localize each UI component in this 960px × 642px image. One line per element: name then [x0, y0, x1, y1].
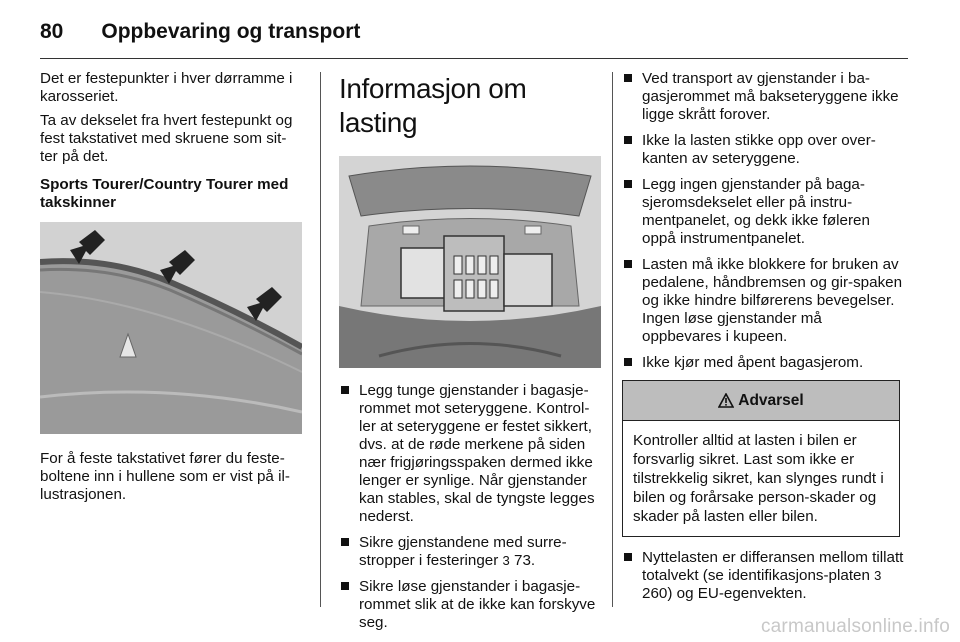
- cargo-illustration-svg: [339, 156, 601, 368]
- bullet-square-icon: [624, 358, 632, 366]
- header-divider: [40, 58, 908, 59]
- bullet-square-icon: [341, 538, 349, 546]
- page-number: 80: [40, 20, 64, 43]
- cross-reference-icon: 3: [874, 568, 882, 583]
- page-title: Oppbevaring og transport: [101, 20, 361, 43]
- list-item: Ikke kjør med åpent bagasjerom.: [622, 354, 904, 372]
- warning-box: [622, 380, 900, 537]
- paragraph-remove-cover: Ta av dekselet fra hvert festepunkt og fest takstativet med skruene som sit-ter på det.: [40, 112, 293, 165]
- paragraph-door-frame: Det er festepunkter i hver dørramme i karosseriet.: [40, 70, 293, 105]
- watermark: carmanualsonline.info: [760, 616, 950, 637]
- bullet-square-icon: [341, 582, 349, 590]
- list-item: Nyttelasten er differansen mellom tillatt totalvekt (se identifikasjons-platen 3 260) og EU-egenvekten.: [622, 549, 904, 603]
- list-item: Ikke la lasten stikke opp over over-kanten av seteryggene.: [622, 132, 904, 168]
- subheading-roof-rails: Sports Tourer/Country Tourer med takskinner: [40, 176, 289, 211]
- roof-illustration-svg: [40, 222, 302, 434]
- bullet-square-icon: [624, 74, 632, 82]
- loading-bullet-list: [339, 382, 602, 632]
- page-reference[interactable]: 73.: [514, 552, 536, 569]
- cargo-illustration: [339, 156, 601, 368]
- loading-rules-list: [622, 70, 904, 372]
- list-item: Sikre løse gjenstander i bagasje-rommet slik at de ikke kan forskyve seg.: [339, 578, 602, 632]
- column-right: [622, 70, 904, 611]
- payload-list: [622, 549, 904, 603]
- bullet-square-icon: [341, 386, 349, 394]
- list-item: Ved transport av gjenstander i ba-gasjerommet må bakseteryggene ikke ligge skrått forover.: [622, 70, 904, 124]
- page-reference[interactable]: 260) og EU-egenvekten.: [642, 585, 807, 602]
- warning-header: [623, 381, 899, 421]
- list-item: Sikre gjenstandene med surre-stropper i festeringer 3 73.: [339, 534, 602, 570]
- warning-text: Kontroller alltid at lasten i bilen er forsvarlig sikret. Last som ikke er tilstrekkelig sikret, kan slynges rundt i bilen og forårsake person-skader og skader på lasten eller bilen.: [633, 432, 884, 525]
- column-middle: [339, 70, 602, 640]
- column-left: [40, 70, 302, 510]
- warning-triangle-icon: [718, 393, 734, 408]
- bullet-square-icon: [624, 260, 632, 268]
- paragraph-fasten-bolts: For å feste takstativet fører du feste-boltene inn i hullene som er vist på il-lustrasjonen.: [40, 450, 290, 503]
- column-divider-2: [612, 72, 613, 607]
- cross-reference-icon: 3: [502, 553, 510, 568]
- warning-title: Advarsel: [738, 391, 804, 409]
- bullet-square-icon: [624, 180, 632, 188]
- section-heading: Informasjon om lasting: [339, 73, 527, 138]
- page-header: [40, 14, 360, 50]
- column-divider-1: [320, 72, 321, 607]
- bullet-square-icon: [624, 136, 632, 144]
- roof-rack-illustration: [40, 222, 302, 434]
- list-item: Lasten må ikke blokkere for bruken av pedalene, håndbremsen og gir-spaken og ikke hindre bilførerens bevegelser. Ingen løse gjenstander må oppbevares i kupeen.: [622, 256, 904, 346]
- bullet-square-icon: [624, 553, 632, 561]
- list-item: Legg tunge gjenstander i bagasje-rommet mot seteryggene. Kontrol-ler at seteryggene er festet sikkert, dvs. at de røde merkene på siden nær frigjøringsspaken dermed ikke lenger er synlige. Når gjenstander kan stables, skal de tyngste legges nederst.: [339, 382, 602, 526]
- list-item: Legg ingen gjenstander på baga-sjeromsdekselet eller på instru-mentpanelet, og dekk ikke føleren oppå instrumentpanelet.: [622, 176, 904, 248]
